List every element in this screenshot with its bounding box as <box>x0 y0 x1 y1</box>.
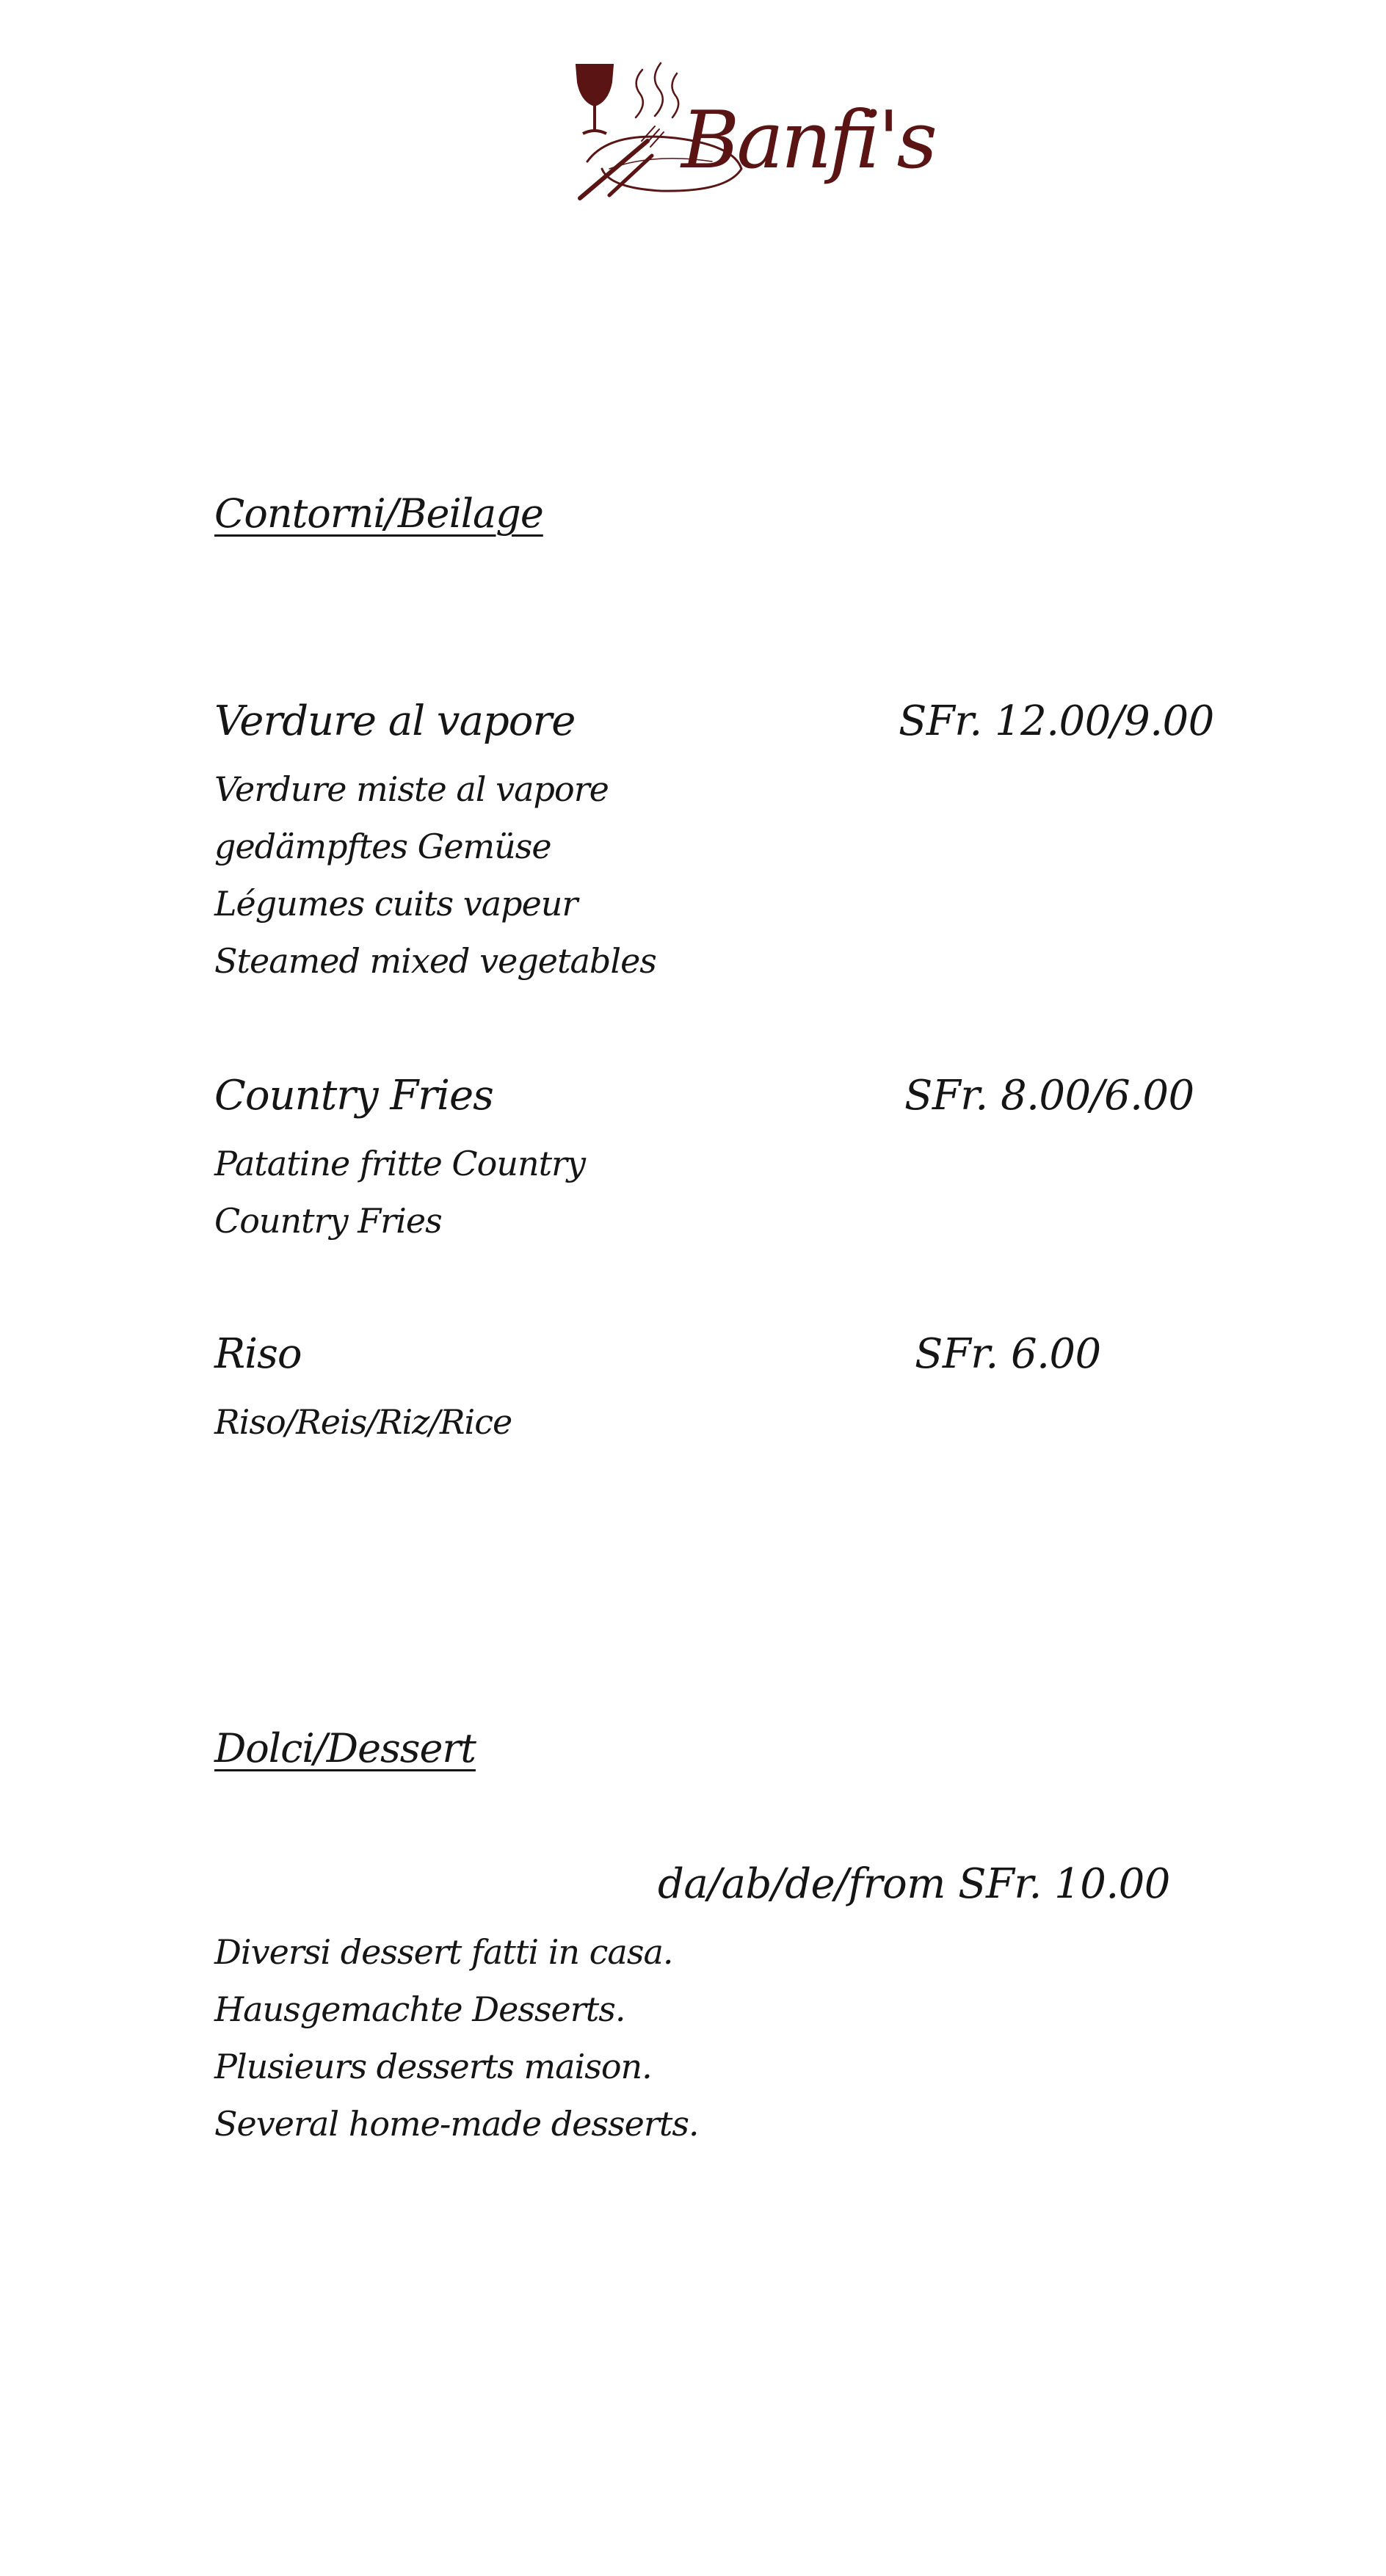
dessert-description: Several home-made desserts. <box>214 2104 699 2144</box>
item-description: Country Fries <box>214 1201 442 1241</box>
restaurant-logo <box>565 59 935 206</box>
banfis-logo-graphic <box>565 59 935 206</box>
item-description: Verdure miste al vapore <box>214 769 609 809</box>
dessert-description: Diversi dessert fatti in casa. <box>214 1932 673 1972</box>
item-description-list <box>214 761 656 990</box>
wine-glass-icon <box>576 65 613 134</box>
dessert-price: da/ab/de/from SFr. 10.00 <box>658 1860 1170 1908</box>
section-heading-dolci: Dolci/Dessert <box>214 1725 476 1771</box>
item-name: Verdure al vapore <box>214 697 576 745</box>
item-description-list <box>214 1393 512 1451</box>
steam-swirls-icon <box>636 63 678 117</box>
item-description: Steamed mixed vegetables <box>214 941 656 981</box>
item-name: Riso <box>214 1330 302 1378</box>
section-heading-contorni: Contorni/Beilage <box>214 490 543 537</box>
item-price: SFr. 12.00/9.00 <box>899 697 1214 745</box>
item-description-list <box>214 1135 585 1249</box>
logo-wordmark: Banfi's <box>681 95 935 186</box>
dessert-description-list <box>214 1923 699 2152</box>
item-description: Riso/Reis/Riz/Rice <box>214 1402 512 1442</box>
item-price: SFr. 8.00/6.00 <box>904 1072 1194 1120</box>
item-price: SFr. 6.00 <box>915 1330 1101 1378</box>
item-description: gedämpftes Gemüse <box>214 827 551 866</box>
item-name: Country Fries <box>214 1072 493 1120</box>
dessert-description: Hausgemachte Desserts. <box>214 1989 625 2029</box>
item-description: Légumes cuits vapeur <box>214 884 578 924</box>
item-description: Patatine fritte Country <box>214 1144 586 1183</box>
dessert-description: Plusieurs desserts maison. <box>214 2047 652 2086</box>
